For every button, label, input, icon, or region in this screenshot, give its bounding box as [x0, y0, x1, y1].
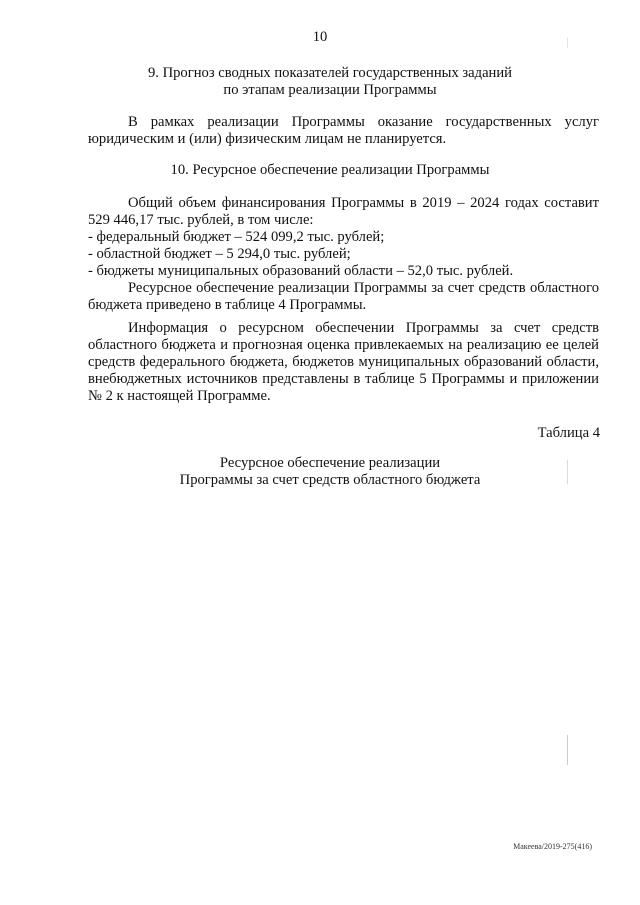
- footer-code: Макеева/2019-275(416): [513, 842, 592, 851]
- table4-label: Таблица 4: [537, 425, 600, 441]
- section10-intro: Общий объем финансирования Программы в 2019 – 2024 годах составит 529 446,17 тыс. рублей, в том числе:: [88, 195, 599, 228]
- section10-para2: Ресурсное обеспечение реализации Программы за счет средств областного бюджета приведено в таблице 4 Программы.: [88, 280, 599, 313]
- scan-mark: [567, 735, 568, 765]
- table4-title-line2: Программы за счет средств областного бюджета: [179, 472, 481, 488]
- table4-title-line1: Ресурсное обеспечение реализации: [219, 455, 441, 471]
- section10-heading: 10. Ресурсное обеспечение реализации Программы: [170, 162, 490, 178]
- section10-para3: Информация о ресурсном обеспечении Программы за счет средств областного бюджета и прогнозная оценка привлекаемых на реализацию ее целей средств федерального бюджета, бюджетов муниципальных образований области, внебюджетных источников представлены в таблице 5 Программы и приложении № 2 к настоящей Программе.: [88, 320, 599, 404]
- funding-item-regional: - областной бюджет – 5 294,0 тыс. рублей;: [88, 246, 351, 262]
- scan-mark: [567, 460, 568, 484]
- section9-heading-line2: по этапам реализации Программы: [223, 82, 437, 98]
- scan-mark: [567, 38, 568, 48]
- funding-item-federal: - федеральный бюджет – 524 099,2 тыс. рублей;: [88, 229, 385, 245]
- section9-heading-line1: 9. Прогноз сводных показателей государственных заданий: [148, 65, 512, 81]
- funding-item-municipal: - бюджеты муниципальных образований области – 52,0 тыс. рублей.: [88, 263, 514, 279]
- page-number: 10: [312, 29, 328, 45]
- section9-body: В рамках реализации Программы оказание государственных услуг юридическим и (или) физическим лицам не планируется.: [88, 114, 599, 147]
